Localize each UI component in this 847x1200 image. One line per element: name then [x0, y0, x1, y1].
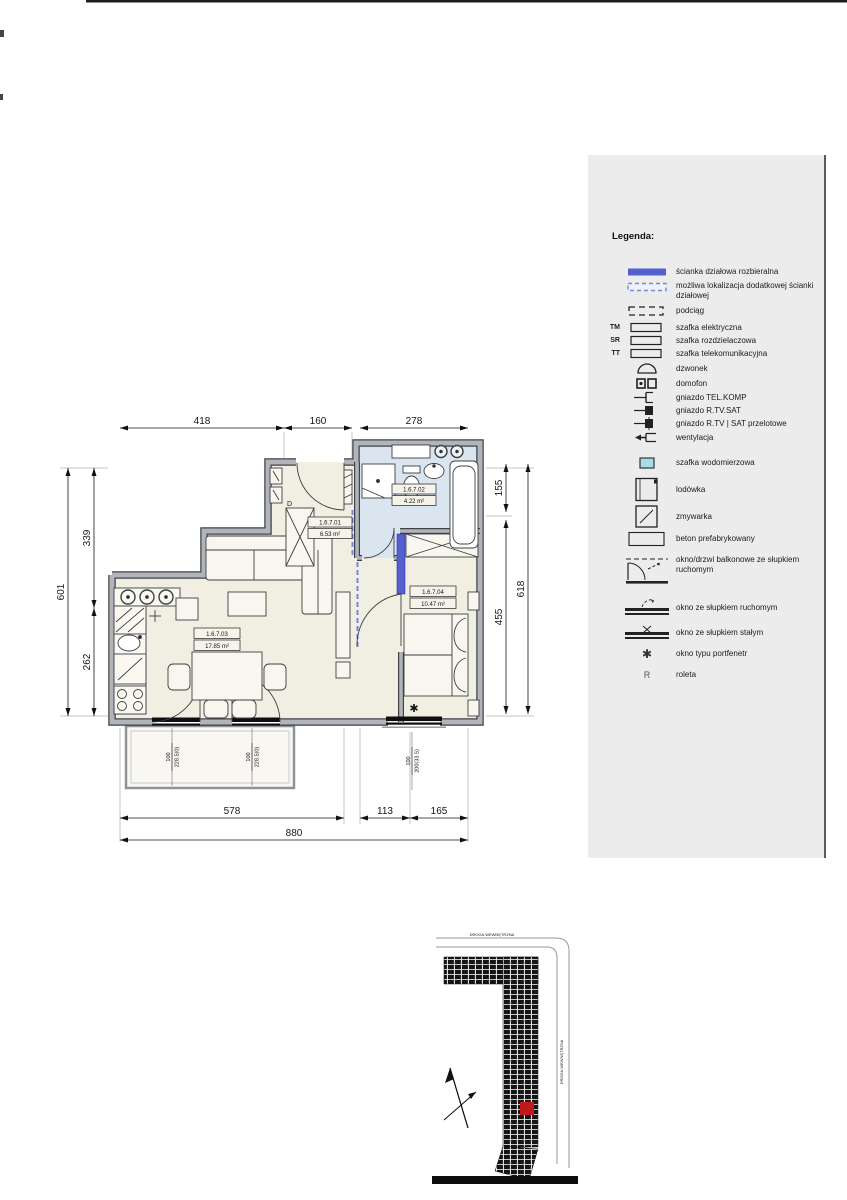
window-fixed-mullion-icon	[623, 625, 671, 641]
nightstand	[468, 700, 479, 716]
bed	[404, 614, 468, 696]
dim-right-total: 618	[516, 580, 527, 598]
sheet-bottom-border	[432, 1176, 578, 1184]
dim-top-2: 160	[309, 416, 327, 427]
edge-mark	[0, 30, 4, 37]
side-table	[176, 598, 198, 620]
legend-item-telecom-cabinet: TT szafka telekomunikacyjna	[611, 348, 768, 358]
fridge	[114, 606, 146, 634]
dim-top-3: 278	[405, 416, 423, 427]
dim-bottom-1: 578	[223, 806, 241, 817]
dishwasher-icon	[623, 505, 671, 528]
svg-text:6.53 m²: 6.53 m²	[319, 532, 341, 538]
window-label-num: 100	[246, 752, 252, 762]
svg-text:1.6.7.01: 1.6.7.01	[319, 520, 341, 527]
door-mark-label: D	[287, 501, 293, 508]
legend-item-intercom: domofon	[602, 377, 816, 390]
balcony-door-window-icon	[623, 555, 671, 585]
svg-text:1.6.7.02: 1.6.7.02	[403, 487, 425, 494]
legend-item-window-movable: okno ze słupkiem ruchomym	[602, 598, 816, 617]
dim-right-1: 155	[494, 479, 505, 497]
unit-highlight	[520, 1102, 534, 1115]
dishwasher	[114, 654, 146, 684]
rtv-sat-pass-socket-icon	[623, 417, 671, 430]
legend-item-dishwasher: zmywarka	[602, 505, 816, 528]
legend-item-tel-socket: gniazdo TEL.KOMP	[602, 391, 816, 404]
legend-item-roller-blind: R roleta	[643, 670, 697, 680]
roller-blind-icon: R	[643, 670, 651, 680]
window-movable-mullion-icon	[623, 598, 671, 617]
washbasin	[424, 464, 444, 479]
window-label-den: 228.5(0)	[254, 746, 261, 768]
svg-text:1.6.7.04: 1.6.7.04	[422, 590, 444, 596]
bathtub	[450, 461, 478, 548]
precast-concrete-swatch-icon	[623, 531, 671, 547]
edge-mark	[0, 94, 3, 100]
legend-item-ventilation: wentylacja	[602, 431, 816, 444]
dim-left-2: 262	[82, 653, 93, 671]
legend-item-portfenetr: ✱ okno typu portfenetr	[641, 647, 748, 661]
window-label-num: 100	[166, 752, 172, 762]
balcony	[126, 726, 294, 788]
distribution-cabinet-icon	[623, 335, 671, 346]
north-arrow-icon	[444, 1068, 476, 1128]
intercom-icon	[623, 377, 671, 390]
legend-title: Legenda:	[612, 231, 655, 242]
tv-cabinet	[336, 592, 350, 678]
portfenetr-icon: ✱	[641, 647, 653, 661]
removable-partition-wall	[397, 534, 405, 594]
partition-removable-swatch-icon	[623, 267, 671, 277]
legend-item-window-fixed: okno ze słupkiem stałym	[602, 625, 816, 641]
legend-item-rtv-pass-socket: gniazdo R.TV | SAT przelotowe	[602, 417, 816, 430]
bathroom-shelf	[392, 445, 430, 458]
dim-bottom-total: 880	[285, 828, 303, 839]
stove	[114, 686, 146, 714]
legend-item-electric-cabinet: TM szafka elektryczna	[609, 322, 742, 332]
fridge-icon	[623, 477, 671, 502]
coffee-table	[228, 592, 266, 616]
legend-item-doorbell: dzwonek	[602, 362, 816, 375]
legend-item-precast-concrete: beton prefabrykowany	[602, 531, 816, 547]
svg-text:4.22 m²: 4.22 m²	[403, 499, 425, 505]
legend-item-removable-wall: ścianka działowa rozbieralna	[602, 267, 816, 277]
building-footprint	[444, 957, 538, 1180]
window-label-den: 228.5(0)	[174, 746, 181, 768]
dim-top-1: 418	[193, 416, 211, 427]
ventilation-icon	[623, 431, 671, 444]
legend-item-beam: podciąg	[602, 305, 816, 317]
shower	[362, 464, 395, 498]
site-plan	[432, 932, 578, 1184]
svg-text:1.6.7.03: 1.6.7.03	[206, 632, 228, 638]
doorbell-icon	[623, 362, 671, 375]
legend-item-water-meter-cabinet: szafka wodomierzowa	[602, 457, 816, 469]
rtv-sat-socket-icon	[623, 404, 671, 417]
legend-panel	[588, 155, 826, 858]
dim-bottom-3: 165	[430, 806, 448, 817]
dim-bottom-2: 113	[377, 806, 393, 817]
portfenetr-mark: ✱	[409, 703, 419, 715]
svg-text:17.85 m²: 17.85 m²	[205, 644, 229, 650]
telecom-cabinet-icon	[623, 348, 671, 359]
svg-text:10.47 m²: 10.47 m²	[421, 602, 445, 608]
legend-item-optional-wall: możliwa lokalizacja dodatkowej ścianki działowej	[602, 281, 816, 301]
road-label-top: DROGA WEWNĘTRZNA	[469, 932, 515, 937]
dim-left-total: 601	[56, 583, 67, 601]
legend-item-distribution-cabinet: SR szafka rozdzielaczowa	[610, 335, 757, 345]
dim-right-2: 455	[494, 608, 505, 626]
window-label-num: 100	[406, 756, 412, 766]
radiator	[344, 470, 352, 504]
road-label-right: DROGA WEWNĘTRZNA	[559, 1039, 564, 1085]
beam-swatch-icon	[623, 305, 671, 317]
legend-item-balcony-door: okno/drzwi balkonowe ze słupkiem ruchomym	[602, 555, 816, 585]
water-meter-cabinet-icon	[623, 457, 671, 469]
floor-plan	[56, 416, 534, 842]
legend-item-fridge: lodówka	[602, 477, 816, 502]
electric-cabinet-icon	[623, 322, 671, 333]
window-label-den: 200(33.5)	[414, 749, 421, 773]
nightstand	[468, 592, 479, 610]
tel-komp-socket-icon	[623, 391, 671, 404]
partition-optional-swatch-icon	[623, 281, 671, 293]
dim-left-1: 339	[82, 529, 93, 547]
legend-item-rtv-socket: gniazdo R.TV.SAT	[602, 404, 816, 417]
page-top-border	[86, 0, 847, 3]
